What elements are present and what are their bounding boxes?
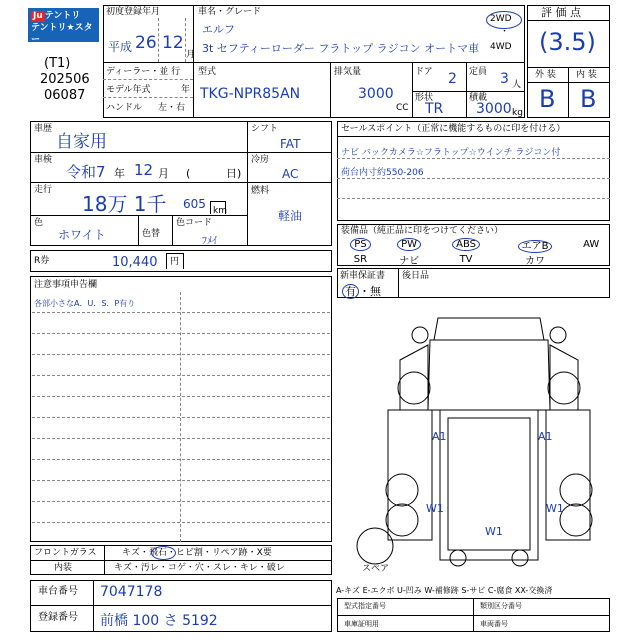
dealer-label: ディーラー・並 行 [106, 67, 181, 77]
footer-class-number: 類別区分番号 [480, 602, 522, 610]
interior-condition-label: 内装 [54, 563, 73, 573]
equip-tv: TV [459, 254, 473, 265]
plate-label: 登録番号 [38, 612, 78, 623]
fuel-value: 軽油 [278, 209, 303, 223]
load-value: 3000 [476, 101, 512, 117]
shift-value: FAT [280, 137, 301, 151]
car-name: エルフ [202, 23, 235, 36]
footer-model-number: 型式指定番号 [344, 602, 386, 610]
color-code-label: 色コード [176, 218, 213, 228]
equip-navi: ナビ [399, 256, 420, 267]
handle-value: 左・右 [158, 103, 186, 113]
color-swap-label: 色替 [142, 229, 161, 239]
shape-value: TR [425, 101, 444, 117]
shape-label: 形状 [415, 93, 434, 103]
exterior-label: 外 装 [535, 70, 556, 80]
r-unit: 円 [170, 257, 180, 267]
diagram-w1-right: W1 [546, 502, 564, 515]
warranty-yes: 有 [342, 284, 359, 299]
score-label: 評 価 点 [541, 6, 581, 19]
capacity-unit: 人 [512, 80, 522, 90]
model-year-label: モデル年式 [106, 85, 151, 95]
inspection-month-unit: 月 [158, 167, 169, 180]
diagram-w1-bottom: W1 [485, 525, 503, 538]
displacement-value: 3000 [358, 86, 394, 102]
damage-legend: A-キズ E-エクボ U-凹み W-補修跡 S-サビ C-腐食 XX-交換済 [336, 586, 553, 595]
notes-ruled-line [32, 312, 330, 313]
capacity-label: 定員 [469, 67, 488, 77]
door-value: 2 [448, 71, 457, 87]
notes-ruled-line [32, 333, 330, 334]
displacement-label: 排気量 [334, 67, 362, 77]
score-value: (3.5) [539, 28, 596, 56]
car-grade: 3t セフティーローダー フラトップ ラジコン オートマ車 [202, 42, 480, 55]
capacity-value: 3 [500, 71, 509, 87]
inspection-day: ( [186, 167, 191, 180]
notes-ruled-line [32, 522, 330, 523]
logo-brand: Ju [33, 11, 43, 21]
footer-garage-cert: 車庫証明用 [344, 620, 379, 628]
load-label: 積載 [469, 93, 488, 103]
equipment-label: 装備品（純正品に印をつけてください） [341, 226, 504, 236]
equip-sr: SR [353, 254, 368, 265]
r-label: R券 [34, 256, 50, 266]
notes-ruled-line [32, 375, 330, 376]
reg-year: 26 [135, 33, 157, 53]
inspection-month: 12 [134, 161, 154, 179]
company-logo [28, 8, 99, 45]
doc-id-1: 202506 [40, 72, 90, 87]
doc-id-2: 06087 [44, 88, 86, 103]
drive-sep: ・ [500, 27, 510, 37]
notes-ruled-line [32, 396, 330, 397]
warranty-sep: ・ [359, 285, 370, 298]
interior-value: B [580, 85, 597, 113]
model-year-unit: 年 [181, 85, 191, 95]
inspection-day-unit: 日) [226, 167, 242, 180]
color-code-value: ﾌﾒｲ [202, 236, 217, 247]
sales-line2: 荷台内寸約550-206 [341, 168, 424, 178]
interior-condition-value: キズ・汚レ・コゲ・穴・スレ・キレ・破レ [114, 563, 285, 573]
use-label: 車歴 [34, 124, 53, 134]
notes-label: 注意事項申告欄 [34, 280, 98, 290]
drive-4wd: 4WD [490, 42, 512, 52]
color-value: ホワイト [58, 228, 106, 242]
interior-label: 内 装 [576, 70, 597, 80]
notes-ruled-line [32, 480, 330, 481]
ac-label: 冷房 [251, 155, 270, 165]
front-glass-chip-mark [151, 546, 176, 560]
displacement-unit: CC [396, 103, 409, 113]
equipment-table [338, 237, 609, 267]
reg-label: 初度登録年月 [106, 7, 161, 17]
warranty-label: 新車保証書 [340, 271, 386, 281]
equip-empty [573, 252, 609, 267]
plate-value: 前橋 100 さ 5192 [100, 613, 218, 629]
mileage-unit: km [213, 206, 227, 216]
notes-ruled-line [32, 459, 330, 460]
grade-code: (T1) [44, 56, 71, 71]
inspection-year-unit: 年 [114, 167, 125, 180]
reg-era: 平成 [108, 40, 133, 54]
exterior-value: B [539, 85, 556, 113]
diagram-a1-left: A1 [432, 430, 447, 443]
notes-ruled-line [32, 354, 330, 355]
front-glass-label: フロントガラス [34, 548, 97, 558]
notes-ruled-line [32, 438, 330, 439]
inspection-era: 令和7 [66, 163, 106, 181]
inspection-label: 車検 [34, 155, 53, 165]
notes-line1: 各部小さなA．U．S．P有り [34, 299, 136, 308]
notes-box [30, 276, 332, 542]
equip-abs: ABS [435, 237, 496, 252]
sales-line1: ナビ バックカメラ☆フラトップ☆ウインチ ラジコン付 [341, 148, 561, 158]
fuel-label: 燃料 [251, 186, 270, 196]
door-label: ドア [415, 67, 433, 77]
truck-damage-diagram [340, 300, 610, 580]
logo-line1: テントリ [44, 11, 81, 21]
history-label: 後日品 [402, 271, 430, 281]
logo-line2: テントリ★スター [31, 23, 93, 45]
reg-month-unit: 月 [186, 50, 196, 60]
ac-value: AC [282, 167, 299, 181]
name-label: 車名・グレード [198, 7, 262, 17]
reg-month: 12 [162, 33, 184, 53]
mileage-sub: 605 [183, 197, 206, 211]
load-unit: kg [512, 108, 523, 118]
notes-ruled-line [32, 417, 330, 418]
shift-label: シフト [251, 124, 279, 134]
equip-pw: PW [383, 237, 436, 252]
handle-label: ハンドル [106, 103, 143, 113]
drive-2wd: 2WD [490, 14, 512, 24]
mileage-label: 走行 [34, 185, 53, 195]
chassis-value: 7047178 [100, 584, 163, 600]
equip-ps: PS [338, 237, 383, 252]
r-value: 10,440 [112, 255, 158, 270]
warranty-no: 無 [370, 285, 381, 298]
notes-ruled-line [32, 501, 330, 502]
sales-label: セールスポイント（正常に機能するものに印を付ける） [341, 124, 566, 134]
chassis-label: 車台番号 [38, 586, 78, 597]
equip-aw: AW [583, 239, 600, 250]
use-value: 自家用 [56, 132, 107, 152]
equip-leather: カワ [525, 256, 546, 267]
footer-vehicle-number: 車両番号 [480, 620, 508, 628]
warranty-value [342, 283, 381, 299]
diagram-spare-label: スペア [362, 564, 390, 574]
type-label: 型式 [198, 67, 217, 77]
mileage-value: 18万 1千 [82, 192, 167, 216]
equip-airbag: エアB [497, 237, 574, 252]
type-value: TKG-NPR85AN [200, 86, 301, 102]
front-glass-value: キズ・飛石・ヒビ割・リペア跡・X要 [122, 548, 272, 558]
color-label: 色 [34, 218, 44, 228]
diagram-w1-left: W1 [426, 502, 444, 515]
diagram-a1-right: A1 [538, 430, 553, 443]
